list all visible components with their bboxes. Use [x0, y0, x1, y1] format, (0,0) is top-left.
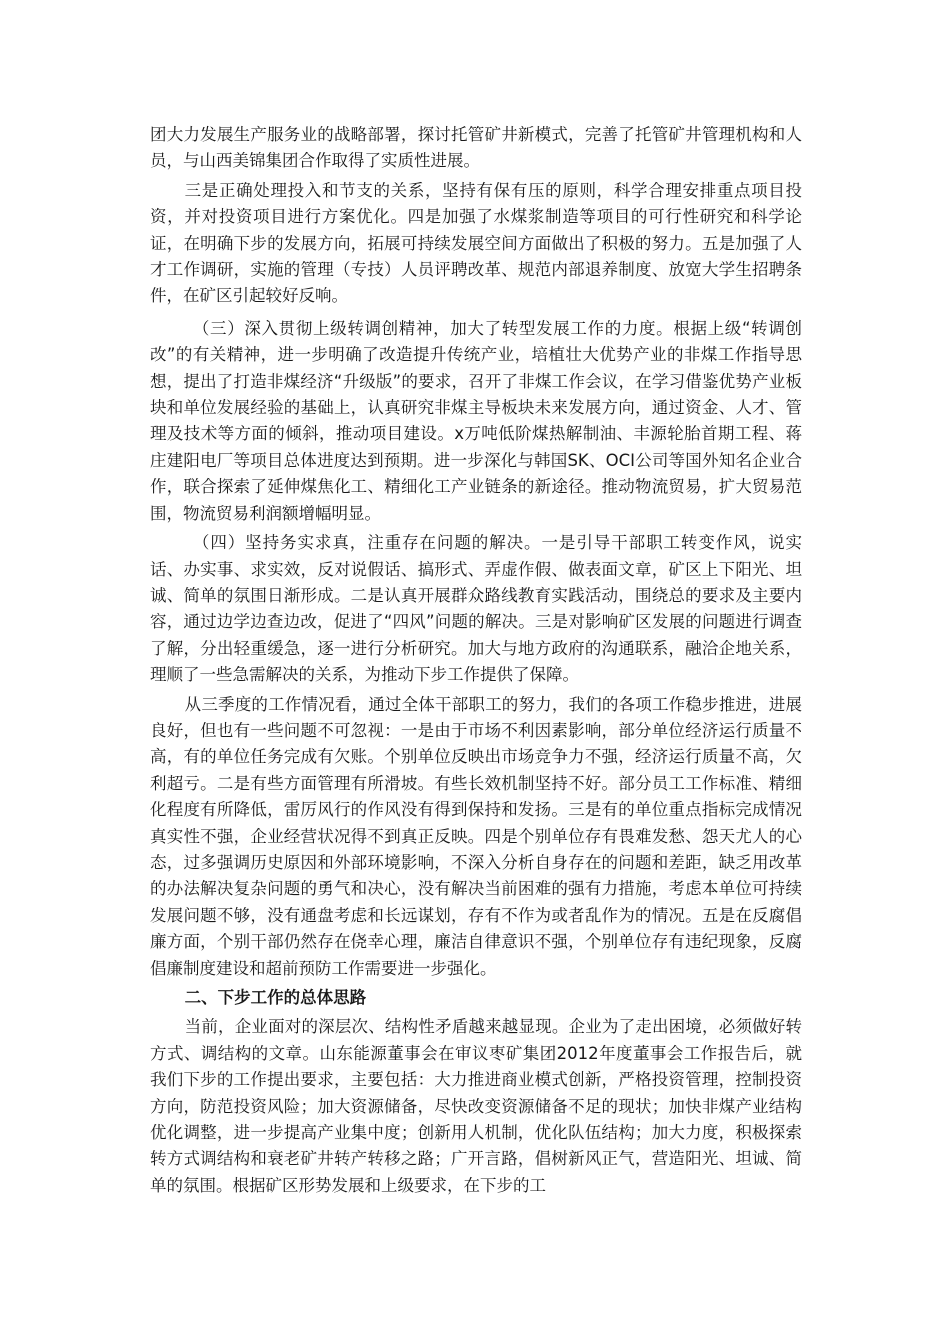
paragraph-investment: 三是正确处理投入和节支的关系，坚持有保有压的原则，科学合理安排重点项目投资，并对投资项目进行方案优化。四是加强了水煤浆制造等项目的可行性研究和科学论证，在明确下步的发展方向，拓展可持续发展空间方面做出了积极的努力。五是加强了人才工作调研，实施的管理（专技）人员评聘改革、规范内部退养制度、放宽大学生招聘条件，在矿区引起较好反响。 — [150, 180, 802, 306]
paragraph-overall-approach: 当前，企业面对的深层次、结构性矛盾越来越显现。企业为了走出困境，必须做好转方式、调结构的文章。山东能源董事会在审议枣矿集团2012年度董事会工作报告后，就我们下步的工作提出要求，主要包括：大力推进商业模式创新，严格投资管理，控制投资方向，防范投资风险；加大资源储备，尽快改变资源储备不足的现状；加快非煤产业结构优化调整，进一步提高产业集中度；创新用人机制，优化队伍结构；加大力度，积极探索转方式调结构和衰老矿井转产转移之路；广开言路，倡树新风正气，营造阳光、坦诚、简单的氛围。根据矿区形势发展和上级要求，在下步的工 — [150, 1017, 802, 1195]
paragraph-third-quarter-review: 从三季度的工作情况看，通过全体干部职工的努力，我们的各项工作稳步推进，进展良好，但也有一些问题不可忽视：一是由于市场不利因素影响，部分单位经济运行质量不高，有的单位任务完成有欠账。个别单位反映出市场竞争力不强，经济运行质量不高，欠利超亏。二是有些方面管理有所滑坡。有些长效机制坚持不好。部分员工工作标准、精细化程度有所降低，雷厉风行的作风没有得到保持和发扬。三是有的单位重点指标完成情况真实性不强，企业经营状况得不到真正反映。四是个别单位存有畏难发愁、怨天尤人的心态，过多强调历史原因和外部环境影响，不深入分析自身存在的问题和差距，缺乏用改革的办法解决复杂问题的勇气和决心，没有解决当前困难的强有力措施，考虑本单位可持续发展问题不够，没有通盘考虑和长远谋划，存有不作为或者乱作为的情况。五是在反腐倡廉方面，个别干部仍然存在侥幸心理，廉洁自律意识不强，个别单位存有违纪现象，反腐倡廉制度建设和超前预防工作需要进一步强化。 — [150, 694, 802, 978]
paragraph-problem-solving: （四）坚持务实求真，注重存在问题的解决。一是引导干部职工转变作风，说实话、办实事、求实效，反对说假话、搞形式、弄虚作假、做表面文章，矿区上下阳光、坦诚、简单的氛围日渐形成。二是认真开展群众路线教育实践活动，围绕总的要求及主要内容，通过边学边查边改，促进了“四风”问题的解决。三是对影响矿区发展的问题进行调查了解，分出轻重缓急，逐一进行分析研究。加大与地方政府的沟通联系，融洽企地关系，理顺了一些急需解决的关系，为推动下步工作提供了保障。 — [150, 533, 802, 685]
section-heading: 二、下步工作的总体思路 — [184, 988, 367, 1007]
paragraph-transformation: （三）深入贯彻上级转调创精神，加大了转型发展工作的力度。根据上级“转调创改”的有关精神，进一步明确了改造提升传统产业，培植壮大优势产业的非煤工作指导思想，提出了打造非煤经济“升级版”的要求，召开了非煤工作会议，在学习借鉴优势产业板块和单位发展经验的基础上，认真研究非煤主导板块未来发展方向，通过资金、人才、管理及技术等方面的倾斜，推动项目建设。x万吨低阶煤热解制油、丰源轮胎首期工程、蒋庄建阳电厂等项目总体进度达到预期。进一步深化与韩国SK、OCI公司等国外知名企业合作，联合探索了延伸煤焦化工、精细化工产业链条的新途径。推动物流贸易，扩大贸易范围，物流贸易利润额增幅明显。 — [150, 318, 802, 523]
document-page — [150, 122, 802, 1199]
paragraph-continuation: 团大力发展生产服务业的战略部署，探讨托管矿井新模式，完善了托管矿井管理机构和人员，与山西美锦集团合作取得了实质性进展。 — [150, 125, 802, 171]
